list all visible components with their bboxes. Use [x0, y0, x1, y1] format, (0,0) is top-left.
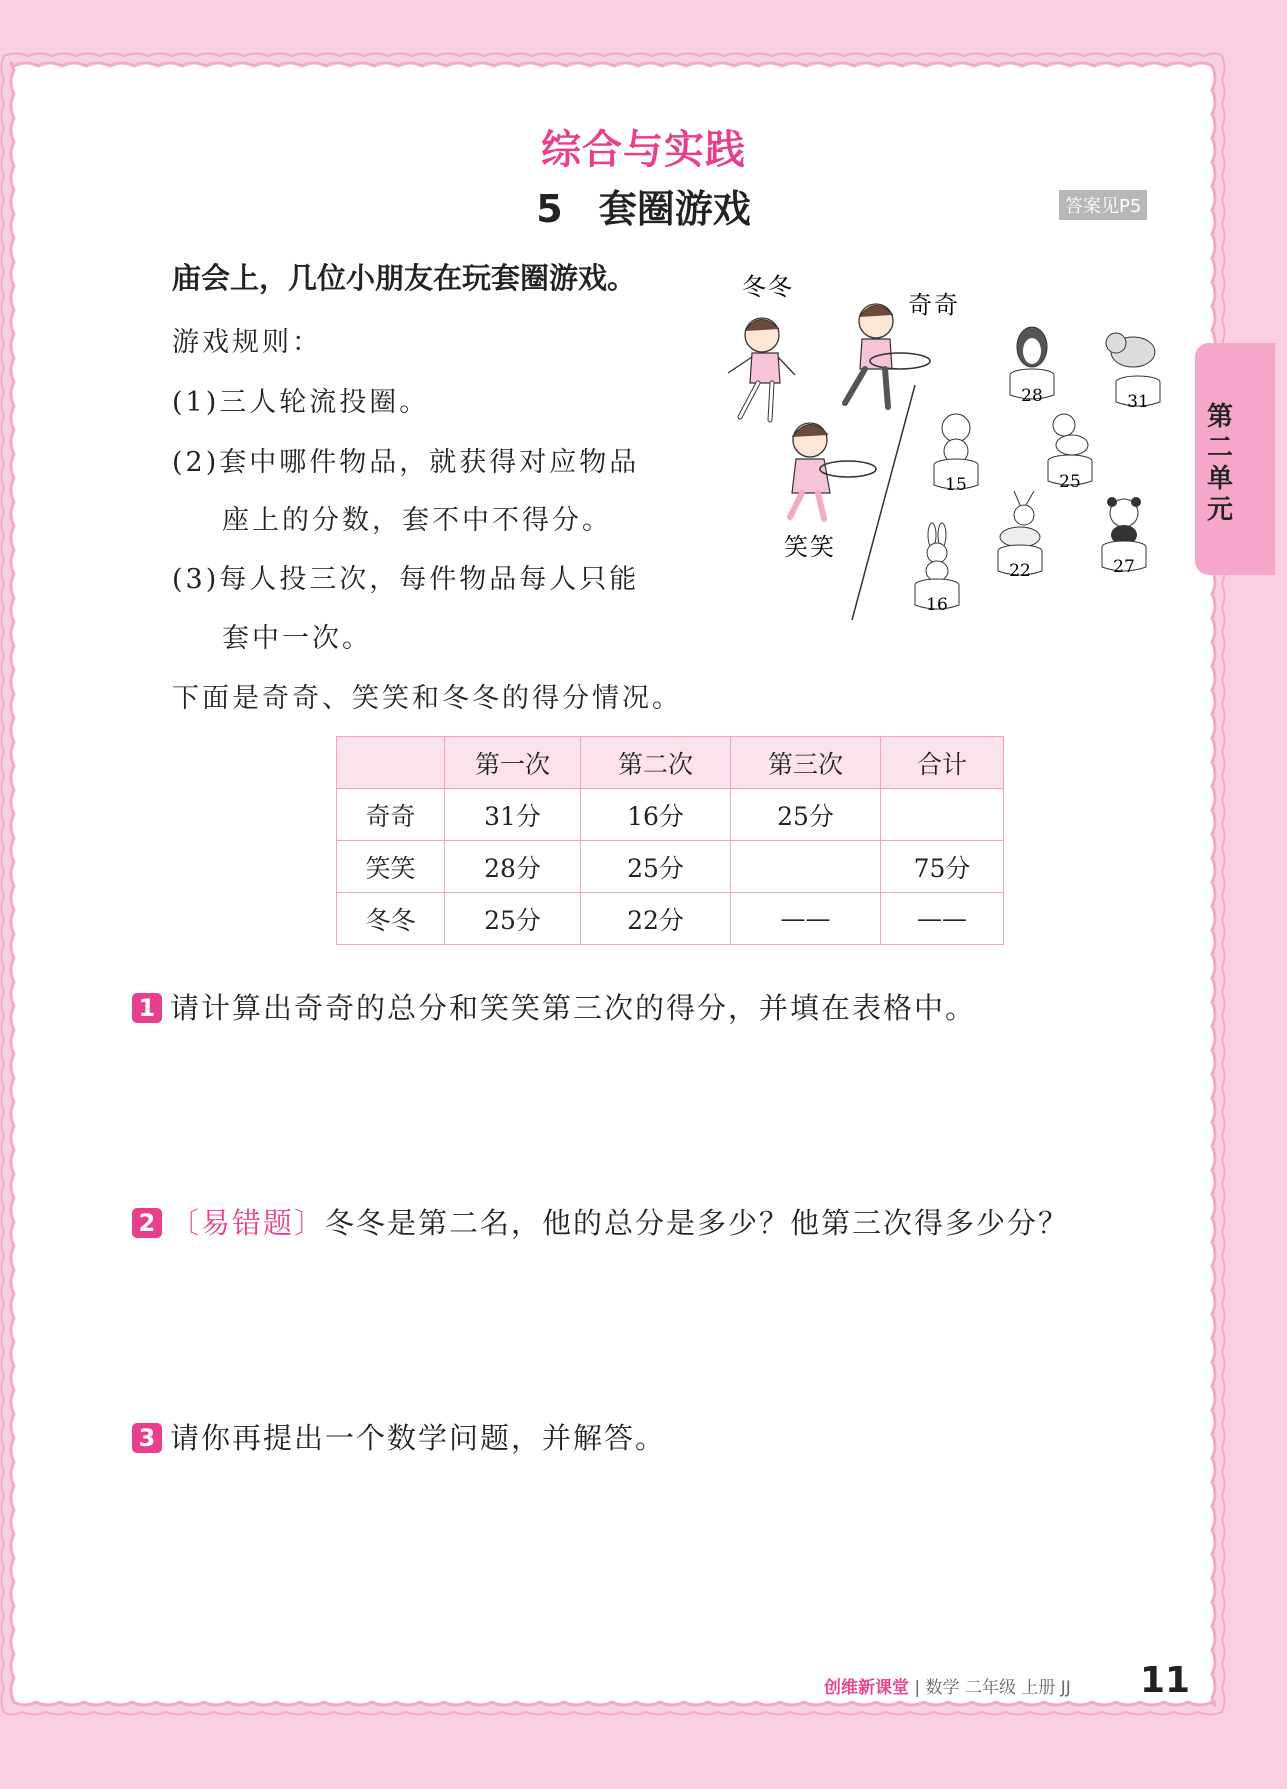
table-header-cell	[337, 737, 445, 789]
table-row	[337, 893, 1004, 945]
table-cell: 16分	[581, 789, 731, 841]
question-text: 请你再提出一个数学问题，并解答。	[170, 1421, 667, 1455]
rule-line: (2)套中哪件物品，就获得对应物品	[172, 447, 640, 478]
section-title: 综合与实践	[541, 127, 746, 173]
table-header-cell: 合计	[881, 737, 1004, 789]
table-cell: ——	[881, 893, 1004, 945]
table-row	[337, 841, 1004, 893]
table-cell: 75分	[881, 841, 1004, 893]
prize-score: 25	[1059, 472, 1081, 492]
question-1	[132, 986, 976, 1027]
prize-score: 31	[1127, 392, 1149, 412]
table-cell: ——	[731, 893, 881, 945]
table-cell: 25分	[731, 789, 881, 841]
error-prone-tag: 〔易错题〕	[170, 1206, 326, 1240]
question-3	[132, 1416, 666, 1457]
table-row	[337, 789, 1004, 841]
lesson-title: 套圈游戏	[598, 187, 751, 231]
question-number-badge: 2	[132, 1208, 162, 1238]
question-number-badge: 1	[132, 993, 162, 1023]
prize-score: 28	[1021, 386, 1043, 406]
rule-line: 座上的分数，套不中不得分。	[222, 505, 612, 536]
footer-brand: 创维新课堂	[824, 1678, 909, 1698]
table-caption: 下面是奇奇、笑笑和冬冬的得分情况。	[172, 683, 682, 714]
page-number: 11	[1140, 1660, 1191, 1701]
table-cell: 冬冬	[337, 893, 445, 945]
chapter-tab-char: 单	[1206, 464, 1233, 494]
child-name-label: 奇奇	[908, 291, 960, 319]
table-cell: 22分	[581, 893, 731, 945]
footer-book-info	[824, 1673, 1071, 1698]
question-2	[132, 1201, 1069, 1242]
prize-score: 15	[945, 475, 967, 495]
table-cell-blank[interactable]	[731, 841, 881, 893]
chapter-tab-char: 二	[1206, 433, 1233, 463]
table-cell-blank[interactable]	[881, 789, 1004, 841]
question-text: 冬冬是第二名，他的总分是多少？他第三次得多少分？	[325, 1206, 1070, 1240]
table-cell: 25分	[445, 893, 581, 945]
table-header-cell: 第二次	[581, 737, 731, 789]
rule-line: (3)每人投三次，每件物品每人只能	[172, 564, 640, 595]
prize-score: 22	[1009, 561, 1031, 581]
table-header-cell: 第一次	[445, 737, 581, 789]
table-cell: 31分	[445, 789, 581, 841]
rules-heading: 游戏规则：	[172, 327, 322, 358]
table-header-cell: 第三次	[731, 737, 881, 789]
footer-divider: |	[914, 1678, 926, 1698]
rule-line: 套中一次。	[222, 623, 372, 654]
chapter-tab-char: 元	[1206, 495, 1233, 525]
child-qiqi-figure	[845, 304, 930, 407]
child-name-label: 笑笑	[784, 533, 836, 561]
chapter-tab-char: 第	[1206, 402, 1233, 432]
table-cell: 笑笑	[337, 841, 445, 893]
intro-lead: 庙会上，几位小朋友在玩套圈游戏。	[172, 261, 637, 295]
chapter-tab-label	[1205, 402, 1235, 526]
table-cell: 25分	[581, 841, 731, 893]
ring-toss-illustration	[700, 265, 1180, 635]
score-table	[336, 736, 1004, 945]
child-dongdong-figure	[728, 318, 795, 420]
question-number-badge: 3	[132, 1423, 162, 1453]
throw-line	[852, 385, 915, 620]
footer-details: 数学 二年级 上册 JJ	[925, 1678, 1071, 1698]
rule-line: (1)三人轮流投圈。	[172, 387, 430, 418]
prize-score: 27	[1113, 557, 1135, 577]
prize-score: 16	[926, 595, 948, 615]
table-cell: 奇奇	[337, 789, 445, 841]
table-cell: 28分	[445, 841, 581, 893]
child-xiaoxiao-figure	[790, 423, 876, 519]
lesson-number: 5	[536, 187, 563, 231]
table-header-row	[337, 737, 1004, 789]
child-name-label: 冬冬	[742, 273, 794, 301]
question-text: 请计算出奇奇的总分和笑笑第三次的得分，并填在表格中。	[170, 991, 977, 1025]
answer-reference-badge: 答案见P5	[1059, 190, 1147, 220]
